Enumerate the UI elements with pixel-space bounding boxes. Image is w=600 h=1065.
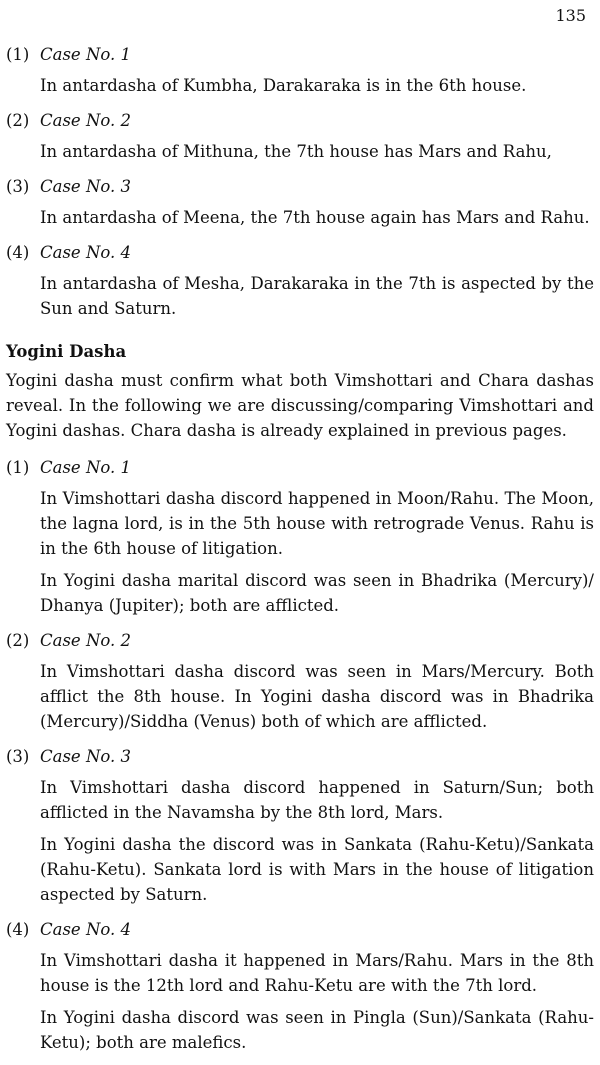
case-item: [6, 744, 594, 907]
case-paragraph: In Vimshottari dasha discord happened in Moon/Rahu. The Moon, the lagna lord, is in the 5th house with retrograde Venus. Rahu is in the 6th house of litigation.: [40, 489, 594, 558]
case-heading: [6, 628, 594, 653]
case-paragraph: In Vimshottari dasha it happened in Mars/Rahu. Mars in the 8th house is the 12th lord and Rahu-Ketu are with the 7th lord.: [40, 951, 594, 995]
case-paragraph: In Yogini dasha discord was seen in Pingla (Sun)/Sankata (Rahu-Ketu); both are malefics.: [40, 1008, 594, 1052]
case-item: [6, 174, 594, 230]
case-title: Case No. 3: [40, 177, 132, 196]
case-heading: [6, 240, 594, 265]
case-number: (2): [6, 631, 30, 650]
case-body: [40, 486, 594, 618]
case-paragraph: In antardasha of Meena, the 7th house again has Mars and Rahu.: [40, 208, 590, 227]
case-heading: [6, 174, 594, 199]
case-number: (1): [6, 45, 30, 64]
case-body: [40, 73, 594, 98]
case-title: Case No. 2: [40, 631, 132, 650]
case-heading: [6, 455, 594, 480]
case-paragraph: In antardasha of Mesha, Darakaraka in the 7th is aspected by the Sun and Saturn.: [40, 274, 594, 318]
case-paragraph: In antardasha of Kumbha, Darakaraka is in the 6th house.: [40, 76, 527, 95]
case-body: [40, 775, 594, 907]
case-number: (4): [6, 243, 30, 262]
case-body: [40, 948, 594, 1055]
case-number: (3): [6, 177, 30, 196]
case-number: (1): [6, 458, 30, 477]
case-body: [40, 659, 594, 734]
case-paragraph: In Vimshottari dasha discord was seen in Mars/Mercury. Both afflict the 8th house. In Yogini dasha discord was in Bhadrika (Mercury)/Siddha (Venus) both of which are afflicted.: [40, 662, 594, 731]
section-intro: Yogini dasha must confirm what both Vimshottari and Chara dashas reveal. In the following we are discussing/comparing Vimshottari and Yogini dashas. Chara dasha is already explained in previous pages.: [6, 371, 594, 440]
case-title: Case No. 1: [40, 45, 132, 64]
page-number: 135: [555, 6, 586, 25]
case-paragraph: In Yogini dasha marital discord was seen in Bhadrika (Mercury)/ Dhanya (Jupiter); both are afflicted.: [40, 571, 594, 615]
case-title: Case No. 3: [40, 747, 132, 766]
case-title: Case No. 4: [40, 920, 132, 939]
case-item: [6, 917, 594, 1055]
case-item: [6, 628, 594, 734]
case-paragraph: In Vimshottari dasha discord happened in Saturn/Sun; both afflicted in the Navamsha by the 8th lord, Mars.: [40, 778, 594, 822]
case-item: [6, 108, 594, 164]
case-title: Case No. 4: [40, 243, 132, 262]
section-heading-yogini: Yogini Dasha: [6, 342, 127, 361]
case-heading: [6, 42, 594, 67]
case-item: [6, 455, 594, 618]
case-body: [40, 205, 594, 230]
page-content: [6, 42, 594, 1065]
case-item: [6, 42, 594, 98]
case-paragraph: In antardasha of Mithuna, the 7th house has Mars and Rahu,: [40, 142, 552, 161]
case-body: [40, 139, 594, 164]
case-heading: [6, 744, 594, 769]
case-number: (3): [6, 747, 30, 766]
case-heading: [6, 917, 594, 942]
case-number: (2): [6, 111, 30, 130]
case-title: Case No. 1: [40, 458, 132, 477]
case-body: [40, 271, 594, 321]
case-title: Case No. 2: [40, 111, 132, 130]
case-item: [6, 240, 594, 321]
first-case-list: [6, 42, 594, 321]
yogini-case-list: [6, 455, 594, 1055]
case-number: (4): [6, 920, 30, 939]
case-paragraph: In Yogini dasha the discord was in Sankata (Rahu-Ketu)/Sankata (Rahu-Ketu). Sankata lord is with Mars in the house of litigation aspected by Saturn.: [40, 835, 594, 904]
case-heading: [6, 108, 594, 133]
